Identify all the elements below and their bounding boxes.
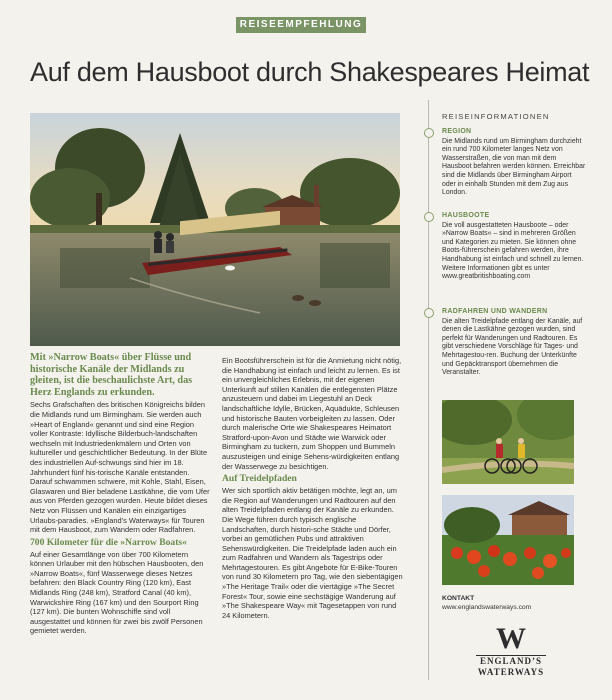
info-region-title: REGION	[442, 128, 472, 135]
bullet-icon	[424, 212, 434, 222]
info-boats-text: Die voll ausgestatteten Hausboote – oder »Narrow Boats« – sind in mehreren Größen und Kategorien zu mieten. Sie können ohne Boots-führerschein gefahren werden, ihre Handhabung ist einfach und schnell zu lernen. Weitere Informationen gibt es unter www.greatbritishboating.com	[442, 221, 584, 281]
article-column-2	[222, 356, 404, 622]
bullet-icon	[424, 128, 434, 138]
photo-cottage-flowers	[442, 495, 574, 585]
subheading-treidelpfade: Auf Treidelpfaden	[222, 473, 297, 485]
photo-cyclists	[442, 400, 574, 484]
col1-paragraph-2: Auf einer Gesamtlänge von über 700 Kilometern können Urlauber mit den hübschen Hausbooten, den »Narrow Boats«, fünf Wasserwege dieses Netzes befahren: den Black Country Ring (120 km), East Midlands Ring (248 km), Stratford Canal (40 km), Warwickshire Ring (167 km) und den Sourport Ring (127 km). Die bunten Wohnschiffe sind voll ausgestattet und können für zwei bis zwölf Personen gemietet werden.	[30, 549, 204, 636]
englands-waterways-logo	[470, 624, 552, 678]
sidebar-heading: REISEINFORMATIONEN	[442, 112, 550, 121]
info-boats-title: HAUSBOOTE	[442, 212, 490, 219]
bullet-icon	[424, 308, 434, 318]
article-lead: Mit »Narrow Boats« über Flüsse und historische Kanäle der Midlands zu gleiten, ist die beschaulichste Art, das Herz Englands zu erkunden.	[30, 352, 193, 398]
info-hiking-title: RADFAHREN UND WANDERN	[442, 308, 548, 315]
col1-paragraph-1: Sechs Grafschaften des britischen Königreichs bilden die Midlands rund um Birmingham. Sie werden auch »Heart of England« genannt und sind eine Region voller Kontraste: Idyllische Bilderbuch-landschaften wechseln mit Industriedenkmälern und Orten von kultureller und geschichtlicher Bedeutung. In der Blüte des industriellen Auf-schwungs sind hier im 18. Jahrhundert fünf his-torische Kanäle entstanden. Darauf schwammen schwere, mit Kohle, Stahl, Eisen, Glaswaren und Bier beladene Lastkähne, die vom Ufer aus von Pferden gezogen wurden. Heute bildet dieses Netz von Flüssen und Kanälen ein einzigartiges Urlaubs-paradies. »England’s Waterways« für Touren mit dem Hausboot, zum Wandern oder Radfahren.	[30, 400, 210, 535]
info-region-text: Die Midlands rund um Birmingham durchzieht ein rund 700 Kilometer langes Netz von Wasserstraßen, die von man mit dem Hausboot befahren werden können. Erreichbar sind die Midlands über Birmingham Airport oder in einhalb Stunden mit dem Zug aus London.	[442, 137, 586, 197]
logo-letter: W	[496, 622, 526, 655]
contact-info	[442, 594, 531, 612]
info-hiking	[442, 308, 587, 378]
contact-url[interactable]: www.englandswaterways.com	[442, 604, 532, 611]
sidebar-rule	[428, 100, 429, 680]
article-title: Auf dem Hausboot durch Shakespeares Heimat	[30, 57, 590, 87]
logo-line-2: WATERWAYS	[477, 667, 545, 677]
subheading-narrow-boats: 700 Kilometer für die »Narrow Boats«	[30, 536, 187, 548]
logo-line-1: ENGLAND’S	[479, 656, 542, 666]
info-boats	[442, 212, 587, 282]
article-column-1	[30, 352, 210, 638]
info-hiking-text: Die alten Treidelpfade entlang der Kanäle, auf denen die Lastkähne gezogen wurden, sind perfekt für Wanderungen und Radtouren. Es gibt verschiedene Vorschläge für Tages- und Mehrtagestou-ren. Buchung der Unterkünfte und Gepäcktransport übernehmen die Veranstalter.	[442, 317, 583, 377]
hero-photo-canal-boat	[30, 113, 400, 346]
info-region	[442, 128, 587, 198]
section-tag: REISEEMPFEHLUNG	[236, 17, 366, 33]
col2-paragraph-2: Wer sich sportlich aktiv betätigen möchte, legt an, um die Region auf Wanderungen und Radtouren auf den alten Treidelpfaden entlang der Kanäle zu erkunden. Die Wege führen durch typisch englische Landschaften, durch histori-sche Städte und Dörfer, vorbei an gemütlichen Pubs und attraktiven Sehenswürdigkeiten. Die Treidelpfade laden auch ein zum Radfahren und Wandern als Tagestrips oder Mehrtagestouren. Es gibt Angebote für E-Bike-Touren von rund 30 Kilometern pro Tag, wie den siebentägigen »The Heritage Trail« oder die viertägige »The Secret Forest« Tour, sowie eine sechstägige Wanderung auf »The Shakespeare Way« mit Tagesetappen von rund 24 Kilometern.	[222, 486, 403, 620]
col2-paragraph-1: Ein Bootsführerschein ist für die Anmietung nicht nötig, die Handhabung ist einfach und leicht zu lernen. Es ist ein unvergleichliches Erlebnis, mit der eigenen Unterkunft auf stillen Kanälen die entlegensten Plätze anzusteuern und dabei im Liegestuhl an Deck landschaftliche Idylle, Brücken, Aquädukte, Schleusen und historische Bauten vorbeigleiten zu lassen. Oder durch malerische Orte wie Shakespeares Heimatort Stratford-upon-Avon und Städte wie Warwick oder Birmingham zu tuckern, zum Shoppen und Bummeln auszusteigen und einige Sehens-würdigkeiten entlang der Wasserwege zu besichtigen.	[222, 356, 402, 471]
contact-label: KONTAKT	[442, 595, 475, 602]
